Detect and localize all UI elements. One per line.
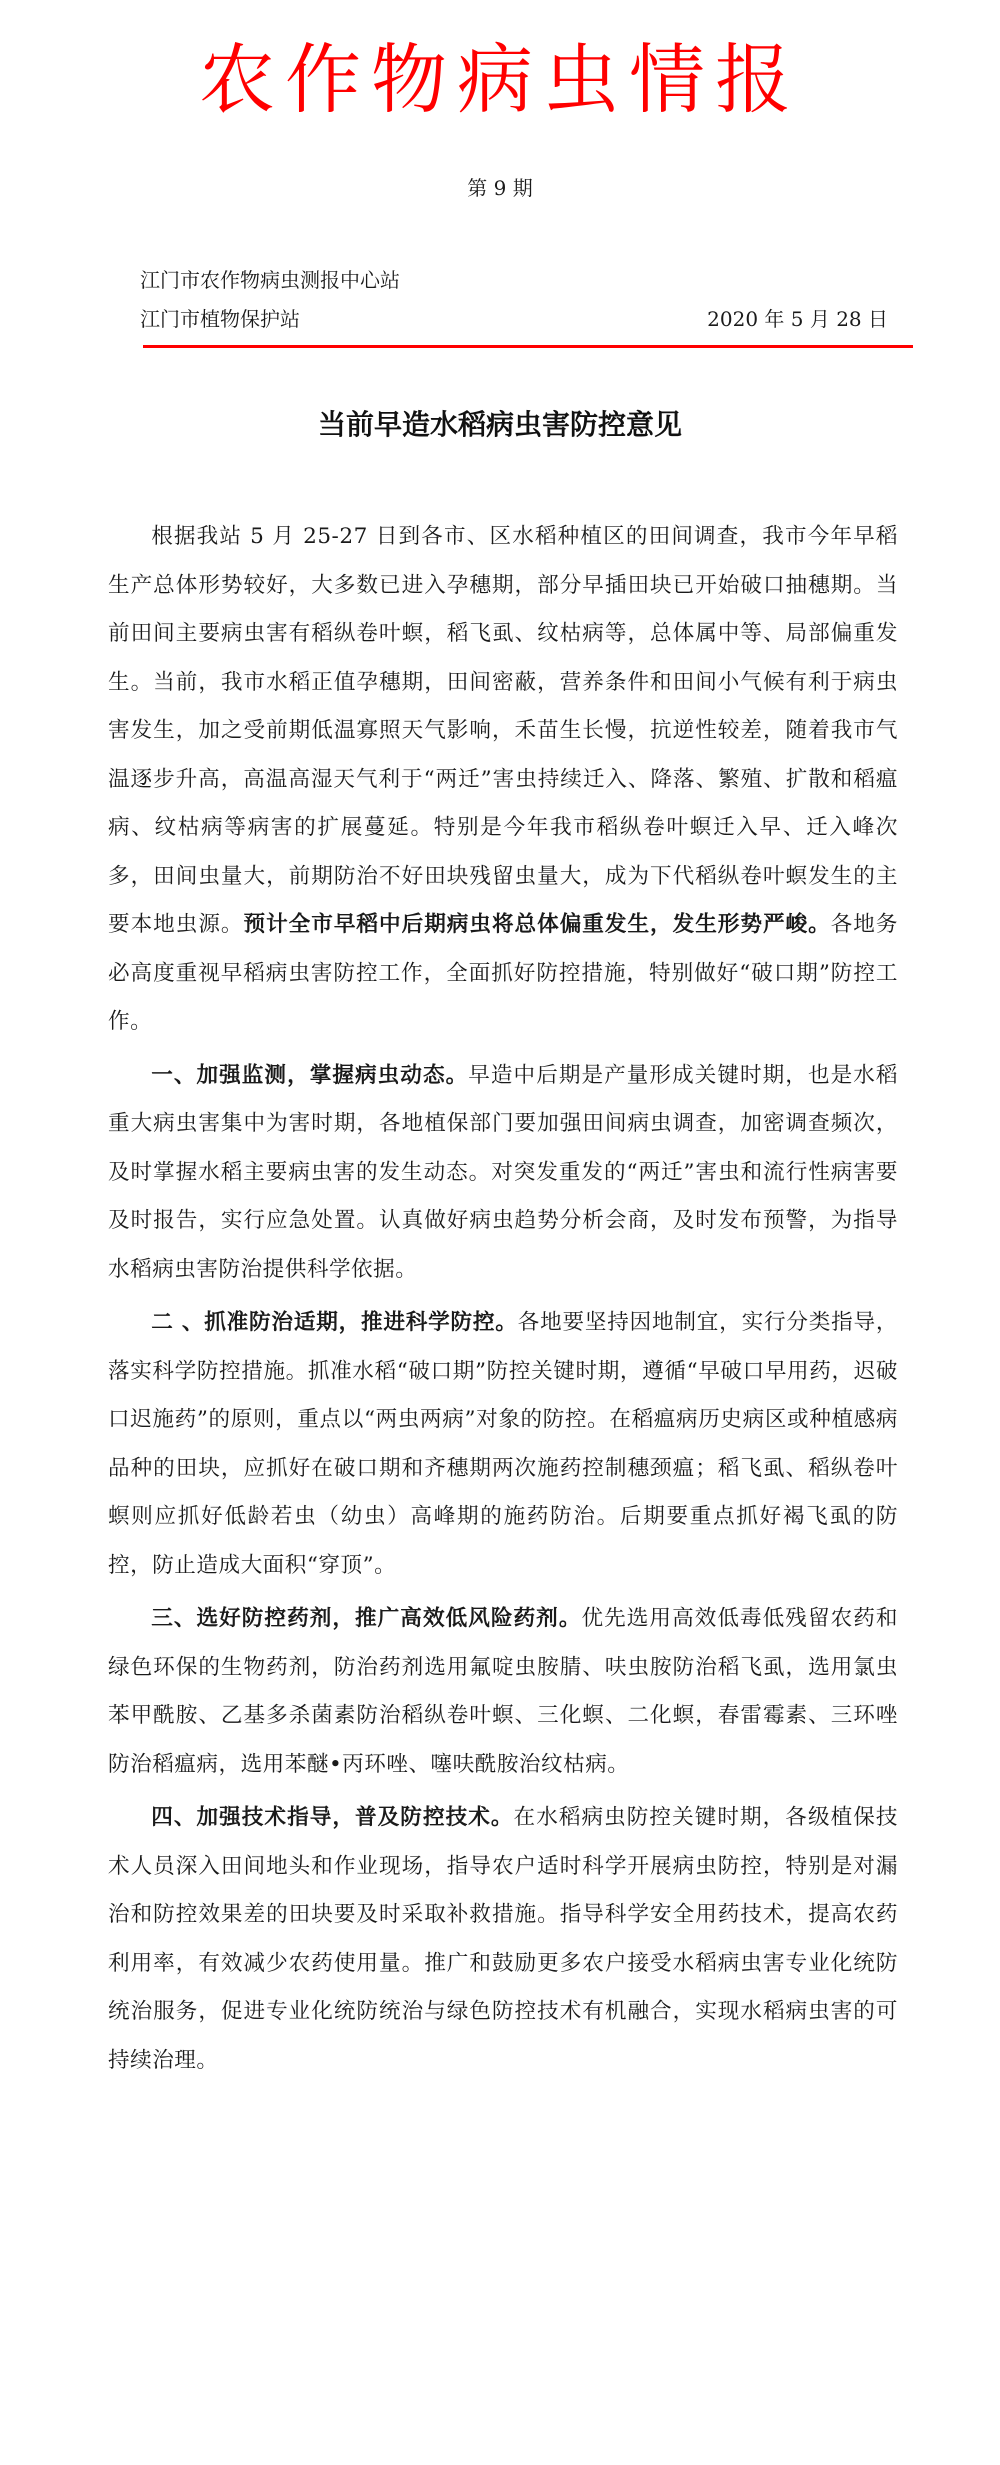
section-4-paragraph <box>108 1794 898 2085</box>
section-1-paragraph <box>108 1052 898 1295</box>
article-title: 当前早造水稻病虫害防控意见 <box>317 408 682 441</box>
section-heading: 二 、抓准防治适期，推进科学防控。 <box>151 1310 518 1335</box>
section-heading: 一、加强监测，掌握病虫动态。 <box>151 1062 469 1088</box>
paragraph-text: 根据我站 5 月 25-27 日到各市、区水稻种植区的田间调查，我市今年早稻生产总体形势较好，大多数已进入孕穗期，部分早插田块已开始破口抽穗期。当前田间主要病虫害有稻纵卷叶螟，稻飞虱、纹枯病等，总体属中等、局部偏重发生。当前，我市水稻正值孕穗期，田间密蔽，营养条件和田间小气候有利于病虫害发生，加之受前期低温寡照天气影响，禾苗生长慢，抗逆性较差，随着我市气温逐步升高，高温高湿天气利于“两迁”害虫持续迁入、降落、繁殖、扩散和稻瘟病、纹枯病等病害的扩展蔓延。特别是今年我市稻纵卷叶螟迁入早、迁入峰次多，田间虫量大，前期防治不好田块残留虫量大，成为下代稻纵卷叶螟发生的主要本地虫源。 <box>108 524 898 937</box>
issue-number: 第 9 期 <box>467 176 533 200</box>
issuing-organization-2: 江门市植物保护站 <box>140 307 300 331</box>
paragraph-text: 优先选用高效低毒低残留农药和绿色环保的生物药剂，防治药剂选用氟啶虫胺腈、呋虫胺防治稻飞虱，选用氯虫苯甲酰胺、乙基多杀菌素防治稻纵卷叶螟、三化螟、二化螟，春雷霉素、三环唑防治稻瘟病，选用苯醚•丙环唑、噻呋酰胺治纹枯病。 <box>108 1606 898 1777</box>
article-body <box>108 513 898 2090</box>
section-heading: 三、选好防控药剂，推广高效低风险药剂。 <box>151 1606 582 1631</box>
masthead-title: 农作物病虫情报 <box>199 35 801 124</box>
section-3-paragraph <box>108 1595 898 1789</box>
issuing-organization-1: 江门市农作物病虫测报中心站 <box>140 268 400 292</box>
issue-date: 2020 年 5 月 28 日 <box>707 307 888 331</box>
key-forecast: 预计全市早稻中后期病虫将总体偏重发生，发生形势严峻。 <box>243 912 831 937</box>
paragraph-text: 在水稻病虫防控关键时期，各级植保技术人员深入田间地头和作业现场，指导农户适时科学开展病虫防控，特别是对漏治和防控效果差的田块要及时采取补救措施。指导科学安全用药技术，提高农药利用率，有效减少农药使用量。推广和鼓励更多农户接受水稻病虫害专业化统防统治服务，促进专业化统防统治与绿色防控技术有机融合，实现水稻病虫害的可持续治理。 <box>108 1805 898 2073</box>
section-heading: 四、加强技术指导，普及防控技术。 <box>151 1805 514 1830</box>
header-divider <box>143 345 913 348</box>
intro-paragraph <box>108 513 898 1047</box>
paragraph-text: 各地要坚持因地制宜，实行分类指导，落实科学防控措施。抓准水稻“破口期”防控关键时期，遵循“早破口早用药，迟破口迟施药”的原则，重点以“两虫两病”对象的防控。在稻瘟病历史病区或种植感病品种的田块，应抓好在破口期和齐穗期两次施药控制穗颈瘟；稻飞虱、稻纵卷叶螟则应抓好低龄若虫（幼虫）高峰期的施药防治。后期要重点抓好褐飞虱的防控，防止造成大面积“穿顶”。 <box>108 1310 898 1578</box>
paragraph-text: 早造中后期是产量形成关键时期，也是水稻重大病虫害集中为害时期，各地植保部门要加强田间病虫调查，加密调查频次，及时掌握水稻主要病虫害的发生动态。对突发重发的“两迁”害虫和流行性病害要及时报告，实行应急处置。认真做好病虫趋势分析会商，及时发布预警，为指导水稻病虫害防治提供科学依据。 <box>108 1062 898 1282</box>
paragraph-text: 各地务必高度重视早稻病虫害防控工作，全面抓好防控措施，特别做好“破口期”防控工作。 <box>108 912 898 1034</box>
section-2-paragraph <box>108 1299 898 1590</box>
